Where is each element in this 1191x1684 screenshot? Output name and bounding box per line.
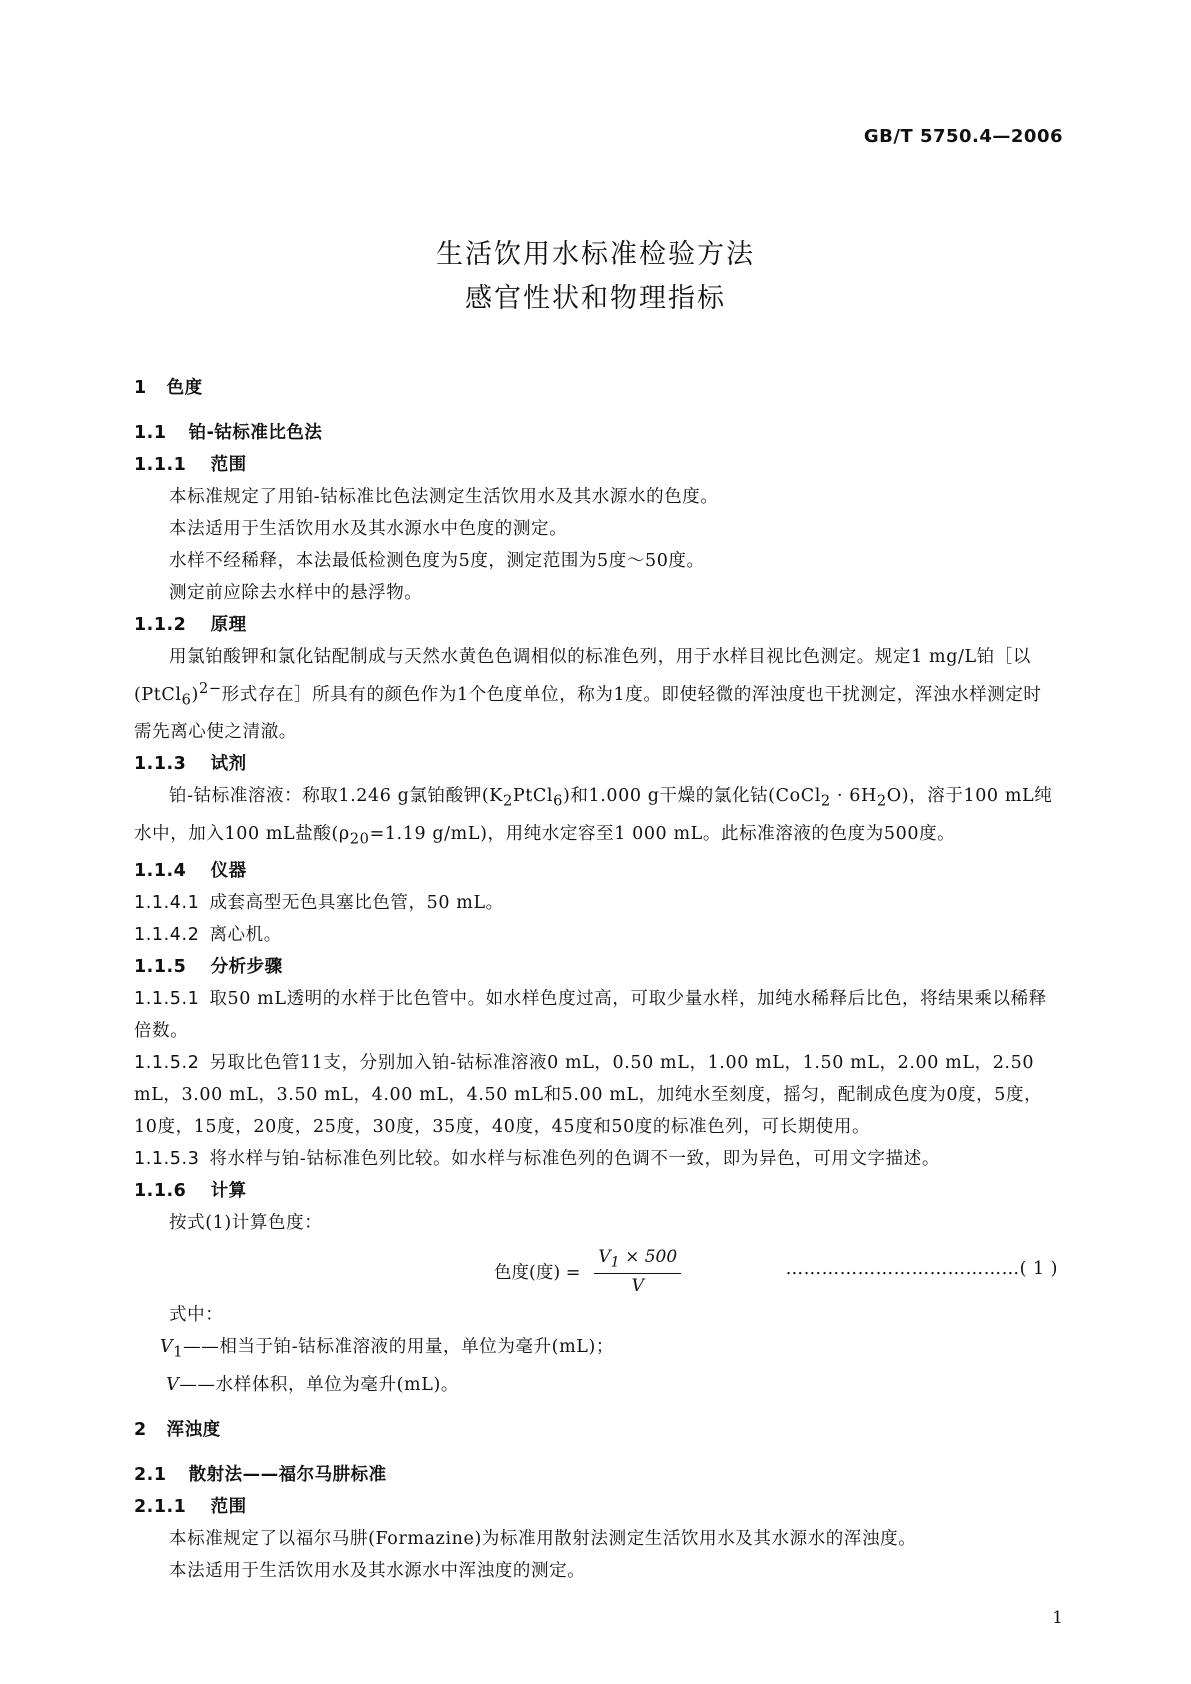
document-body (134, 372, 1058, 1587)
section-heading-1-1-1 (134, 449, 1058, 481)
document-title-line1: 生活饮用水标准检验方法 (436, 239, 755, 270)
formula-number: …………………………………( 1 ) (785, 1259, 1058, 1280)
paragraph: 测定前应除去水样中的悬浮物。 (169, 583, 423, 603)
paragraph: 本标准规定了以福尔马肼(Formazine)为标准用散射法测定生活饮用水及其水源水的浑浊度。 (169, 1528, 917, 1549)
formula-lhs: 色度(度) = (494, 1263, 581, 1284)
section-title: 散射法——福尔马肼标准 (188, 1464, 387, 1485)
section-title: 色度 (166, 378, 203, 398)
document-title-line2: 感官性状和物理指标 (465, 283, 726, 314)
section-title: 仪器 (210, 861, 247, 882)
formula-expression (494, 1247, 681, 1295)
instrument-item: 1.1.4.2 离心机。 (134, 925, 282, 946)
paragraph: 本法适用于生活饮用水及其水源水中浑浊度的测定。 (169, 1560, 586, 1581)
section-number: 1.1.2 (134, 615, 187, 635)
section-heading-1-1-3 (134, 748, 1058, 780)
section-number: 1.1.4 (134, 861, 187, 882)
paragraph-principle: 用氯铂酸钾和氯化钴配制成与天然水黄色色调相似的标准色列，用于水样目视比色测定。规定1 mg/L铂［以(PtCl$_6$)$^{2-}$形式存在］所具有的颜色作为1个色度单位，称为1度。即使轻微的浑浊度也干扰测定，浑浊水样测定时需先离心使之清澈。 (134, 647, 1042, 743)
paragraph: 式中： (169, 1305, 224, 1326)
section-number: 1.1.6 (134, 1181, 187, 1202)
section-heading-2-1 (134, 1459, 1058, 1491)
section-title: 范围 (210, 455, 247, 475)
variable-definition: $V_1——$相当于铂-钴标准溶液的用量，单位为毫升(mL)； (160, 1337, 615, 1361)
section-title: 计算 (210, 1181, 247, 1202)
section-title: 原理 (210, 615, 247, 635)
instrument-item: 1.1.4.1 成套高型无色具塞比色管，50 mL。 (134, 893, 504, 914)
paragraph-reagent: 铂-钴标准溶液：称取1.246 g氯铂酸钾$(K_2PtCl_6)$和1.000 g干燥的氯化钴(CoCl$_2$ · $6H_2O$)，溶于100 mL纯水中，加入100 mL盐酸($\rho_{20}=1.19$ g/mL)，用纯水定容至1 000 mL。此标准溶液的色度为500度。 (134, 786, 1053, 848)
paragraph: 水样不经稀释，本法最低检测色度为5度，测定范围为5度～50度。 (169, 551, 705, 571)
section-number: 2.1 (134, 1464, 167, 1485)
section-heading-2 (134, 1414, 1058, 1446)
section-title: 范围 (210, 1496, 247, 1517)
page-number: 1 (1052, 1608, 1063, 1628)
formula-fraction (594, 1247, 681, 1295)
paragraph: 本法适用于生活饮用水及其水源水中色度的测定。 (169, 519, 568, 539)
section-title: 浑浊度 (166, 1419, 221, 1440)
section-heading-1-1-2 (134, 609, 1058, 641)
section-number: 2 (134, 1419, 147, 1440)
section-number: 2.1.1 (134, 1496, 187, 1517)
section-number: 1 (134, 378, 147, 398)
section-heading-1-1 (134, 417, 1058, 449)
section-heading-1-1-4 (134, 855, 1058, 887)
formula-denominator: V (631, 1275, 644, 1296)
section-heading-1-1-6 (134, 1175, 1058, 1207)
formula-1 (134, 1241, 1058, 1299)
section-heading-1-1-5 (134, 951, 1058, 983)
section-number: 1.1.1 (134, 455, 187, 475)
section-number: 1.1.3 (134, 754, 187, 775)
procedure-step: 1.1.5.3 将水样与铂-钴标准色列比较。如水样与标准色列的色调不一致，即为异色，可用文字描述。 (134, 1149, 940, 1170)
formula-numerator: $V_1 \times 500$ (594, 1247, 681, 1273)
section-title: 铂-钴标准比色法 (188, 423, 323, 443)
section-title: 试剂 (210, 754, 247, 775)
procedure-step: 1.1.5.1 取50 mL透明的水样于比色管中。如水样色度过高，可取少量水样，加纯水稀释后比色，将结果乘以稀释倍数。 (134, 989, 1047, 1042)
procedure-step: 1.1.5.2 另取比色管11支，分别加入铂-钴标准溶液0 mL，0.50 mL，1.00 mL，1.50 mL，2.00 mL，2.50 mL，3.00 mL，3.50 mL，4.00 mL，4.50 mL和5.00 mL，加纯水至刻度，摇匀，配制成色度为0度，5度，10度，15度，20度，25度，30度，35度，40度，45度和50度的标准色列，可长期使用。 (134, 1053, 1043, 1138)
paragraph: 按式(1)计算色度： (169, 1213, 323, 1234)
paragraph: 本标准规定了用铂-钴标准比色法测定生活饮用水及其水源水的色度。 (169, 487, 719, 507)
variable-definition: V——水样体积，单位为毫升(mL)。 (166, 1374, 459, 1395)
section-title: 分析步骤 (210, 957, 283, 978)
section-number: 1.1.5 (134, 957, 187, 978)
section-heading-1 (134, 372, 1058, 404)
standard-number: GB/T 5750.4—2006 (863, 126, 1063, 147)
section-number: 1.1 (134, 423, 167, 443)
section-heading-2-1-1 (134, 1491, 1058, 1523)
